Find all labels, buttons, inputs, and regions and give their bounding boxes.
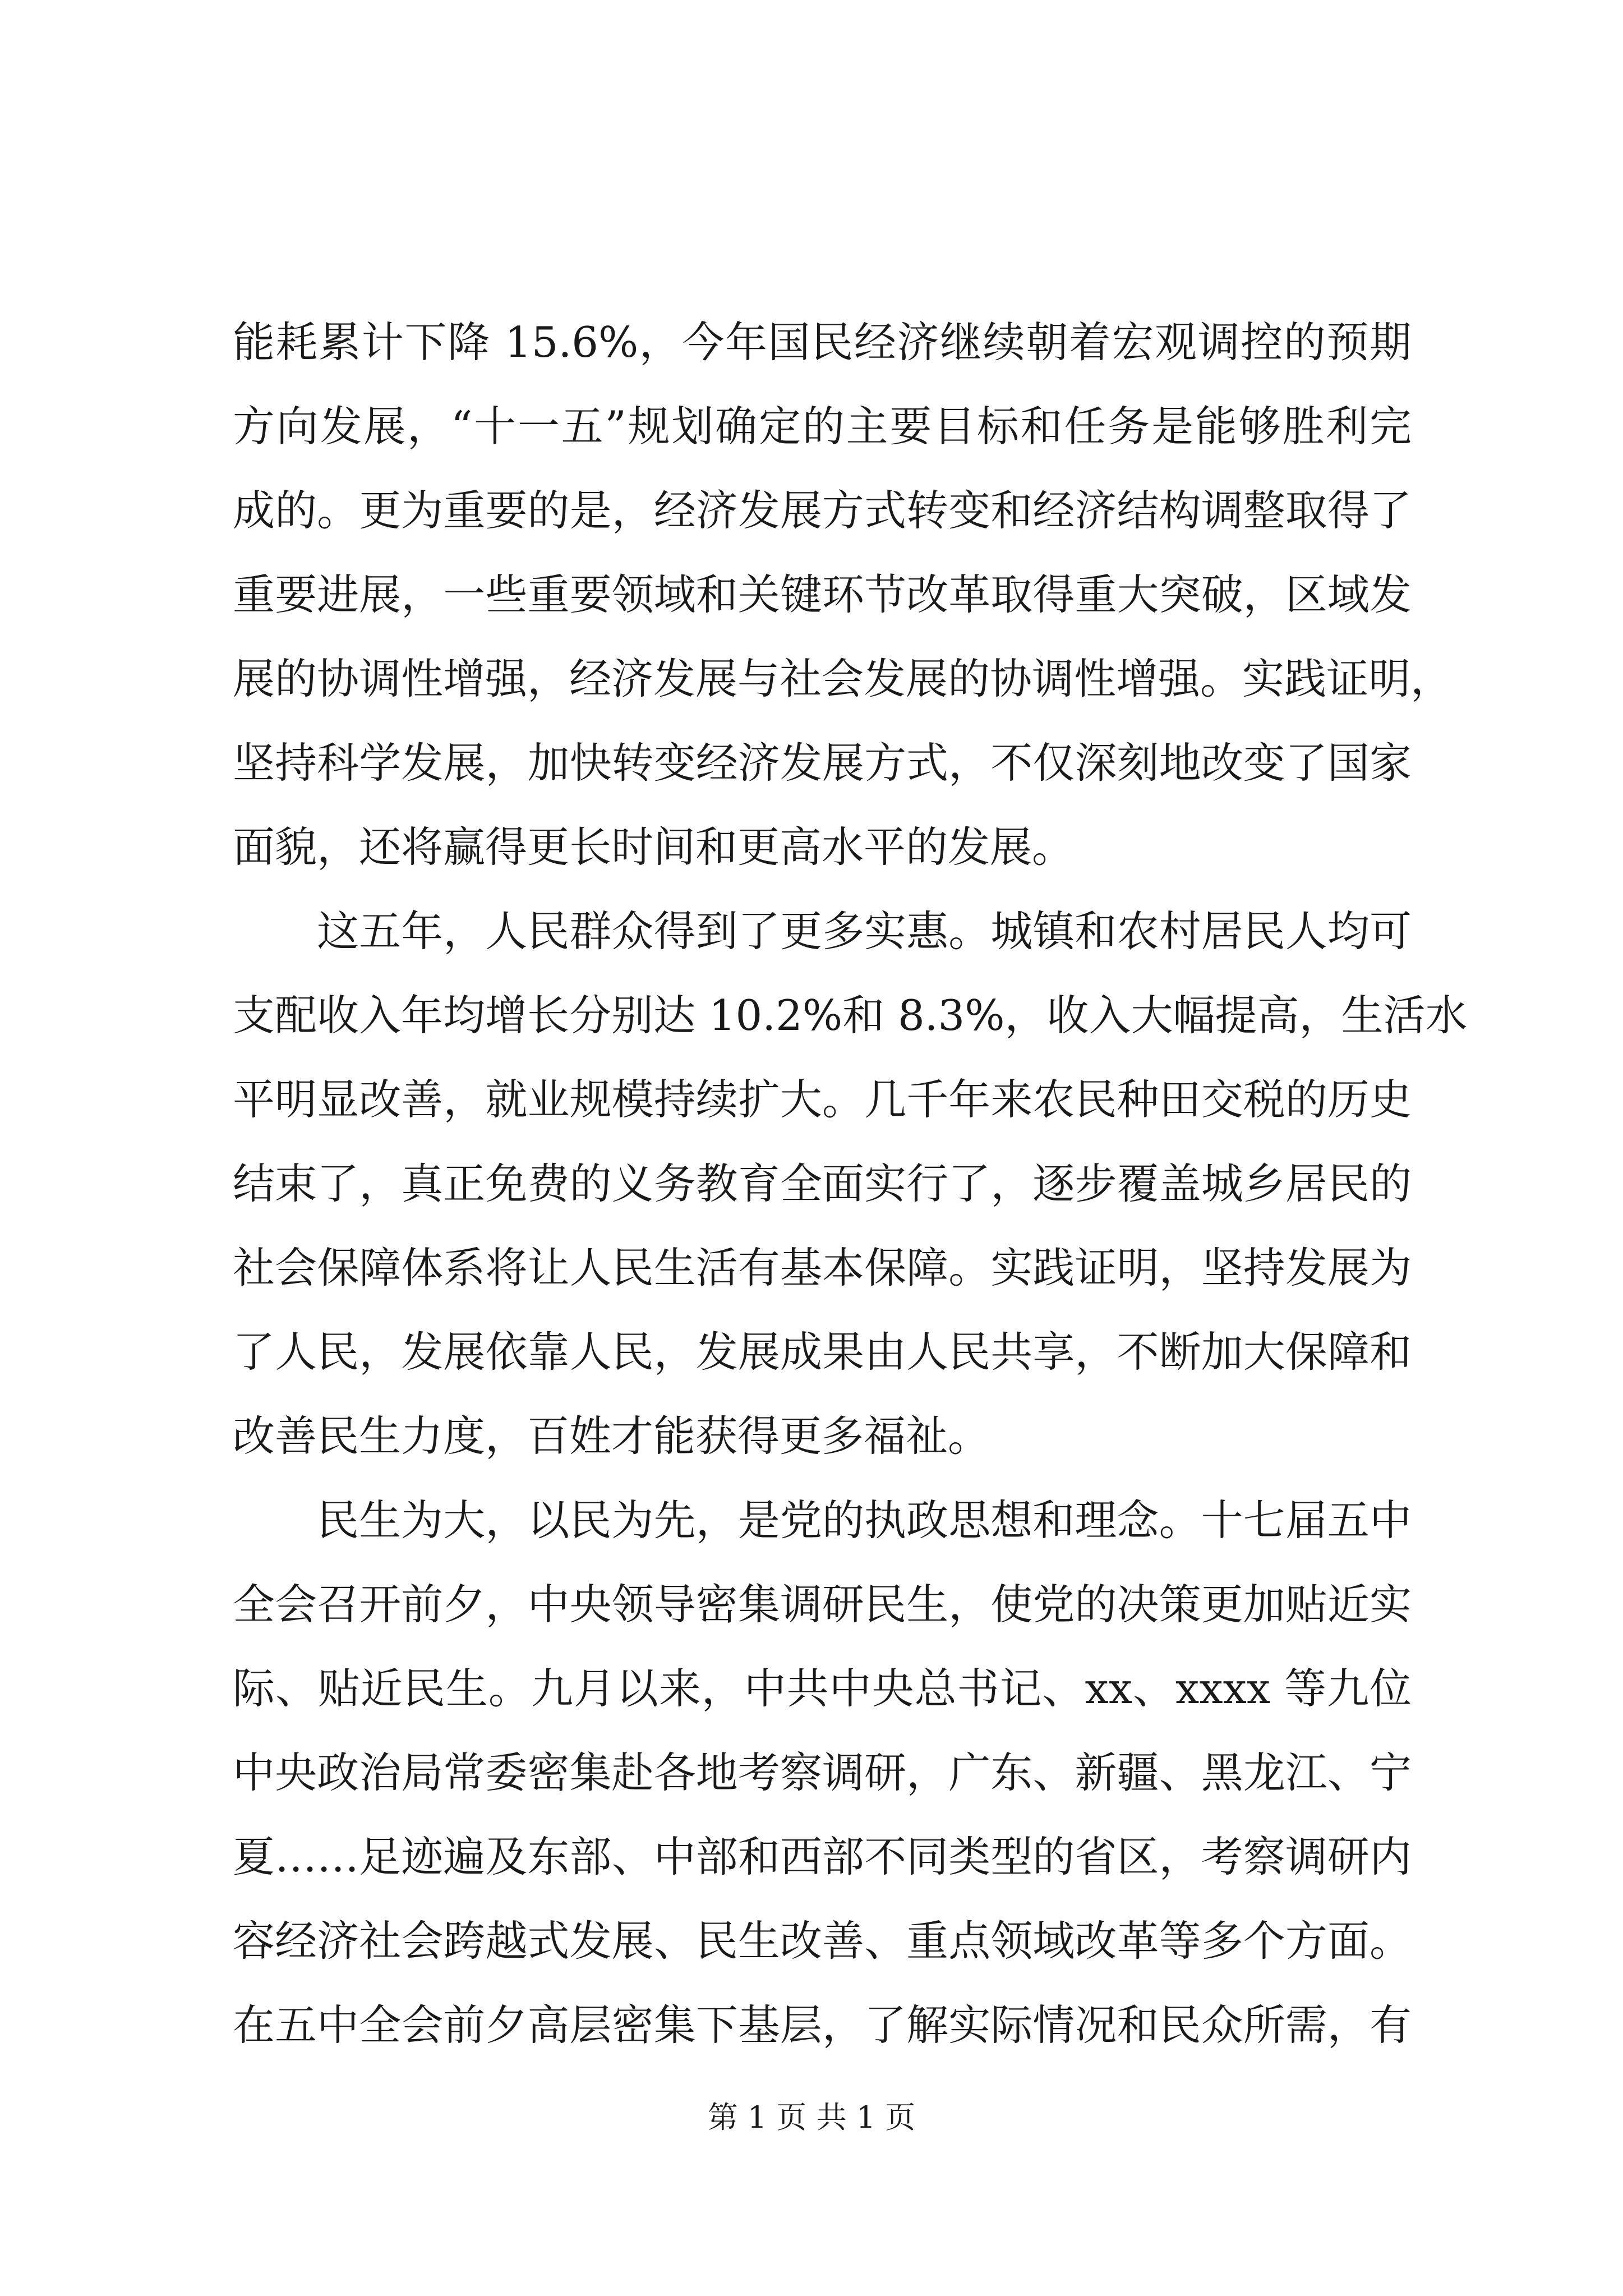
text-line: 社会保障体系将让人民生活有基本保障。实践证明，坚持发展为 — [233, 1243, 1412, 1292]
paragraph-first-line: 这五年，人民群众得到了更多实惠。城镇和农村居民人均可 — [317, 907, 1412, 956]
text-line: 中央政治局常委密集赴各地考察调研，广东、新疆、黑龙江、宁 — [233, 1748, 1412, 1797]
text-line: 际、贴近民生。九月以来，中共中央总书记、xx、xxxx 等九位 — [233, 1664, 1412, 1713]
text-line: 改善民生力度，百姓才能获得更多福祉。 — [233, 1411, 990, 1461]
document-body — [233, 300, 1468, 2067]
text-line: 容经济社会跨越式发展、民生改善、重点领域改革等多个方面。 — [233, 1916, 1412, 1966]
text-line: 成的。更为重要的是，经济发展方式转变和经济结构调整取得了 — [233, 486, 1412, 535]
text-line: 全会召开前夕，中央领导密集调研民生，使党的决策更加贴近实 — [233, 1580, 1412, 1629]
text-line: 展的协调性增强，经济发展与社会发展的协调性增强。实践证明， — [233, 654, 1453, 703]
text-line: 了人民，发展依靠人民，发展成果由人民共享，不断加大保障和 — [233, 1327, 1412, 1377]
paragraph-first-line: 民生为大，以民为先，是党的执政思想和理念。十七届五中 — [317, 1496, 1412, 1545]
text-line: 面貌，还将赢得更长时间和更高水平的发展。 — [233, 822, 1075, 872]
text-line: 支配收入年均增长分别达 10.2%和 8.3%，收入大幅提高，生活水 — [233, 991, 1468, 1040]
text-line: 夏……足迹遍及东部、中部和西部不同类型的省区，考察调研内 — [233, 1832, 1412, 1881]
text-line: 能耗累计下降 15.6%，今年国民经济继续朝着宏观调控的预期 — [233, 318, 1412, 367]
text-line: 方向发展，“十一五”规划确定的主要目标和任务是能够胜利完 — [233, 402, 1412, 451]
text-line: 重要进展，一些重要领域和关键环节改革取得重大突破，区域发 — [233, 570, 1412, 619]
text-line: 结束了，真正免费的义务教育全面实行了，逐步覆盖城乡居民的 — [233, 1159, 1412, 1208]
text-line: 在五中全会前夕高层密集下基层，了解实际情况和民众所需，有 — [233, 2000, 1412, 2050]
text-line: 坚持科学发展，加快转变经济发展方式，不仅深刻地改变了国家 — [233, 738, 1412, 788]
page-number-footer: 第 1 页 共 1 页 — [707, 2100, 916, 2135]
text-line: 平明显改善，就业规模持续扩大。几千年来农民种田交税的历史 — [233, 1075, 1412, 1124]
